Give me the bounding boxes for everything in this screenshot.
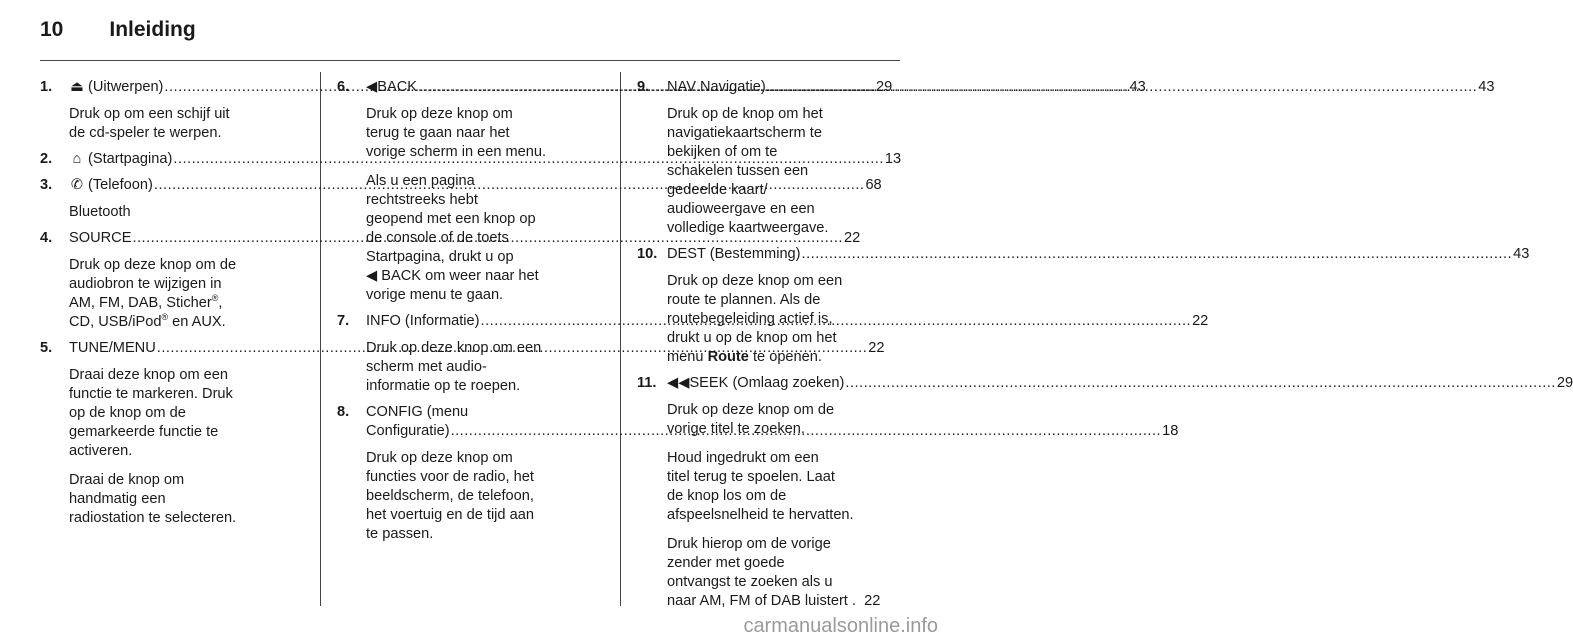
page-ref: 29 <box>1556 375 1573 391</box>
list-item <box>637 78 1495 97</box>
page-ref: 22 <box>864 593 881 609</box>
page-ref: 43 <box>1478 79 1495 95</box>
watermark: carmanualsonline.info <box>743 615 938 637</box>
page-ref: 29 <box>875 79 893 95</box>
item-description: Druk op deze knop om een scherm met audio- informatie op te roepen. <box>366 340 542 394</box>
home-icon: ⌂ <box>72 151 82 167</box>
item-number: 3. <box>40 177 53 193</box>
page-header <box>40 18 196 48</box>
item-description: Druk op om een schijf uit de cd-speler te werpen. <box>69 106 230 141</box>
leader-dots <box>845 374 1556 393</box>
item-title: (Telefoon) <box>88 177 153 193</box>
item-description: Druk op deze knop om terug te gaan naar het vorige scherm in een menu. Als u een pagina rechtstreeks hebt geopend met een knop op de console of de toets Startpagina, drukt u op ◀ BACK om weer naar het vorige menu te gaan. <box>366 106 547 303</box>
item-number: 2. <box>40 151 53 167</box>
back-arrow-icon: ◀ <box>366 268 378 284</box>
item-description: Draai deze knop om een functie te markeren. Druk op de knop om de gemarkeerde functie te activeren. Draai de knop om handmatig een radiostation te selecteren. <box>69 367 237 526</box>
list-item <box>337 403 1179 441</box>
item-number: 11. <box>637 375 657 391</box>
page-number: 10 <box>40 18 64 41</box>
seek-back-icon: ◀◀ <box>667 375 690 391</box>
page-ref: 22 <box>868 340 885 356</box>
phone-icon: ✆ <box>70 177 84 193</box>
item-title: TUNE/MENU <box>69 340 156 356</box>
page-ref: 68 <box>865 177 882 193</box>
item-description: Druk op deze knop om de vorige titel te zoeken. Houd ingedrukt om een titel terug te spoelen. Laat de knop los om de afspeelsnelheid te hervatten. Druk hierop om de vorige zender met goede ontvangst te zoeken als u naar AM, FM of DAB luistert . 22 <box>667 402 881 609</box>
page-title: Inleiding <box>109 18 196 41</box>
item-title: SEEK (Omlaag zoeken) <box>689 375 845 391</box>
item-number: 10. <box>637 246 658 262</box>
list-item <box>637 374 1573 393</box>
item-title: NAV Navigatie) <box>667 79 766 95</box>
item-title: (Startpagina) <box>88 151 173 167</box>
item-title: CONFIG (menu <box>366 404 469 420</box>
item-title: Configuratie) <box>366 423 450 439</box>
leader-dots <box>802 245 1513 264</box>
item-description: Druk op deze knop om functies voor de radio, het beeldscherm, de telefoon, het voertuig en de tijd aan te passen. <box>366 450 534 542</box>
route-label: Route <box>707 349 749 365</box>
leader-dots <box>767 78 1478 97</box>
back-arrow-icon: ◀ <box>366 79 378 95</box>
item-title: BACK <box>377 79 417 95</box>
page-ref: 22 <box>843 230 861 246</box>
list-item <box>40 229 861 248</box>
eject-icon: ⏏ <box>70 79 84 95</box>
item-number: 9. <box>637 79 650 95</box>
page-ref: 43 <box>1513 246 1530 262</box>
item-number: 6. <box>337 79 350 95</box>
list-item <box>40 176 882 195</box>
page-ref: 18 <box>1162 423 1179 439</box>
item-number: 7. <box>337 313 350 329</box>
list-item <box>337 312 1209 331</box>
item-number: 1. <box>40 79 53 95</box>
item-description: Bluetooth <box>69 204 131 220</box>
item-description: Druk op deze knop om de audiobron te wijzigen in AM, FM, DAB, Sticher®, CD, USB/iPod® en AUX. <box>69 257 237 330</box>
page-ref: 43 <box>1129 79 1146 95</box>
item-title: DEST (Bestemming) <box>667 246 801 262</box>
page-ref: 13 <box>884 151 902 167</box>
item-title: SOURCE <box>69 230 132 246</box>
item-title: INFO (Informatie) <box>366 313 480 329</box>
list-item <box>40 150 902 169</box>
item-number: 8. <box>337 404 350 420</box>
item-description: Druk op de knop om het navigatiekaartscherm te bekijken of om te schakelen tussen een gedeelde kaart/ audioweergave en een volledige kaartweergave. <box>667 106 829 236</box>
header-divider <box>40 60 900 61</box>
item-number: 5. <box>40 340 53 356</box>
item-description: Druk op deze knop om een route te plannen. Als de routebegeleiding actief is, drukt u op de knop om het menu Route te openen. <box>667 273 843 365</box>
page-ref: 22 <box>1192 313 1209 329</box>
item-title: (Uitwerpen) <box>88 79 164 95</box>
list-item <box>637 245 1530 264</box>
item-number: 4. <box>40 230 53 246</box>
